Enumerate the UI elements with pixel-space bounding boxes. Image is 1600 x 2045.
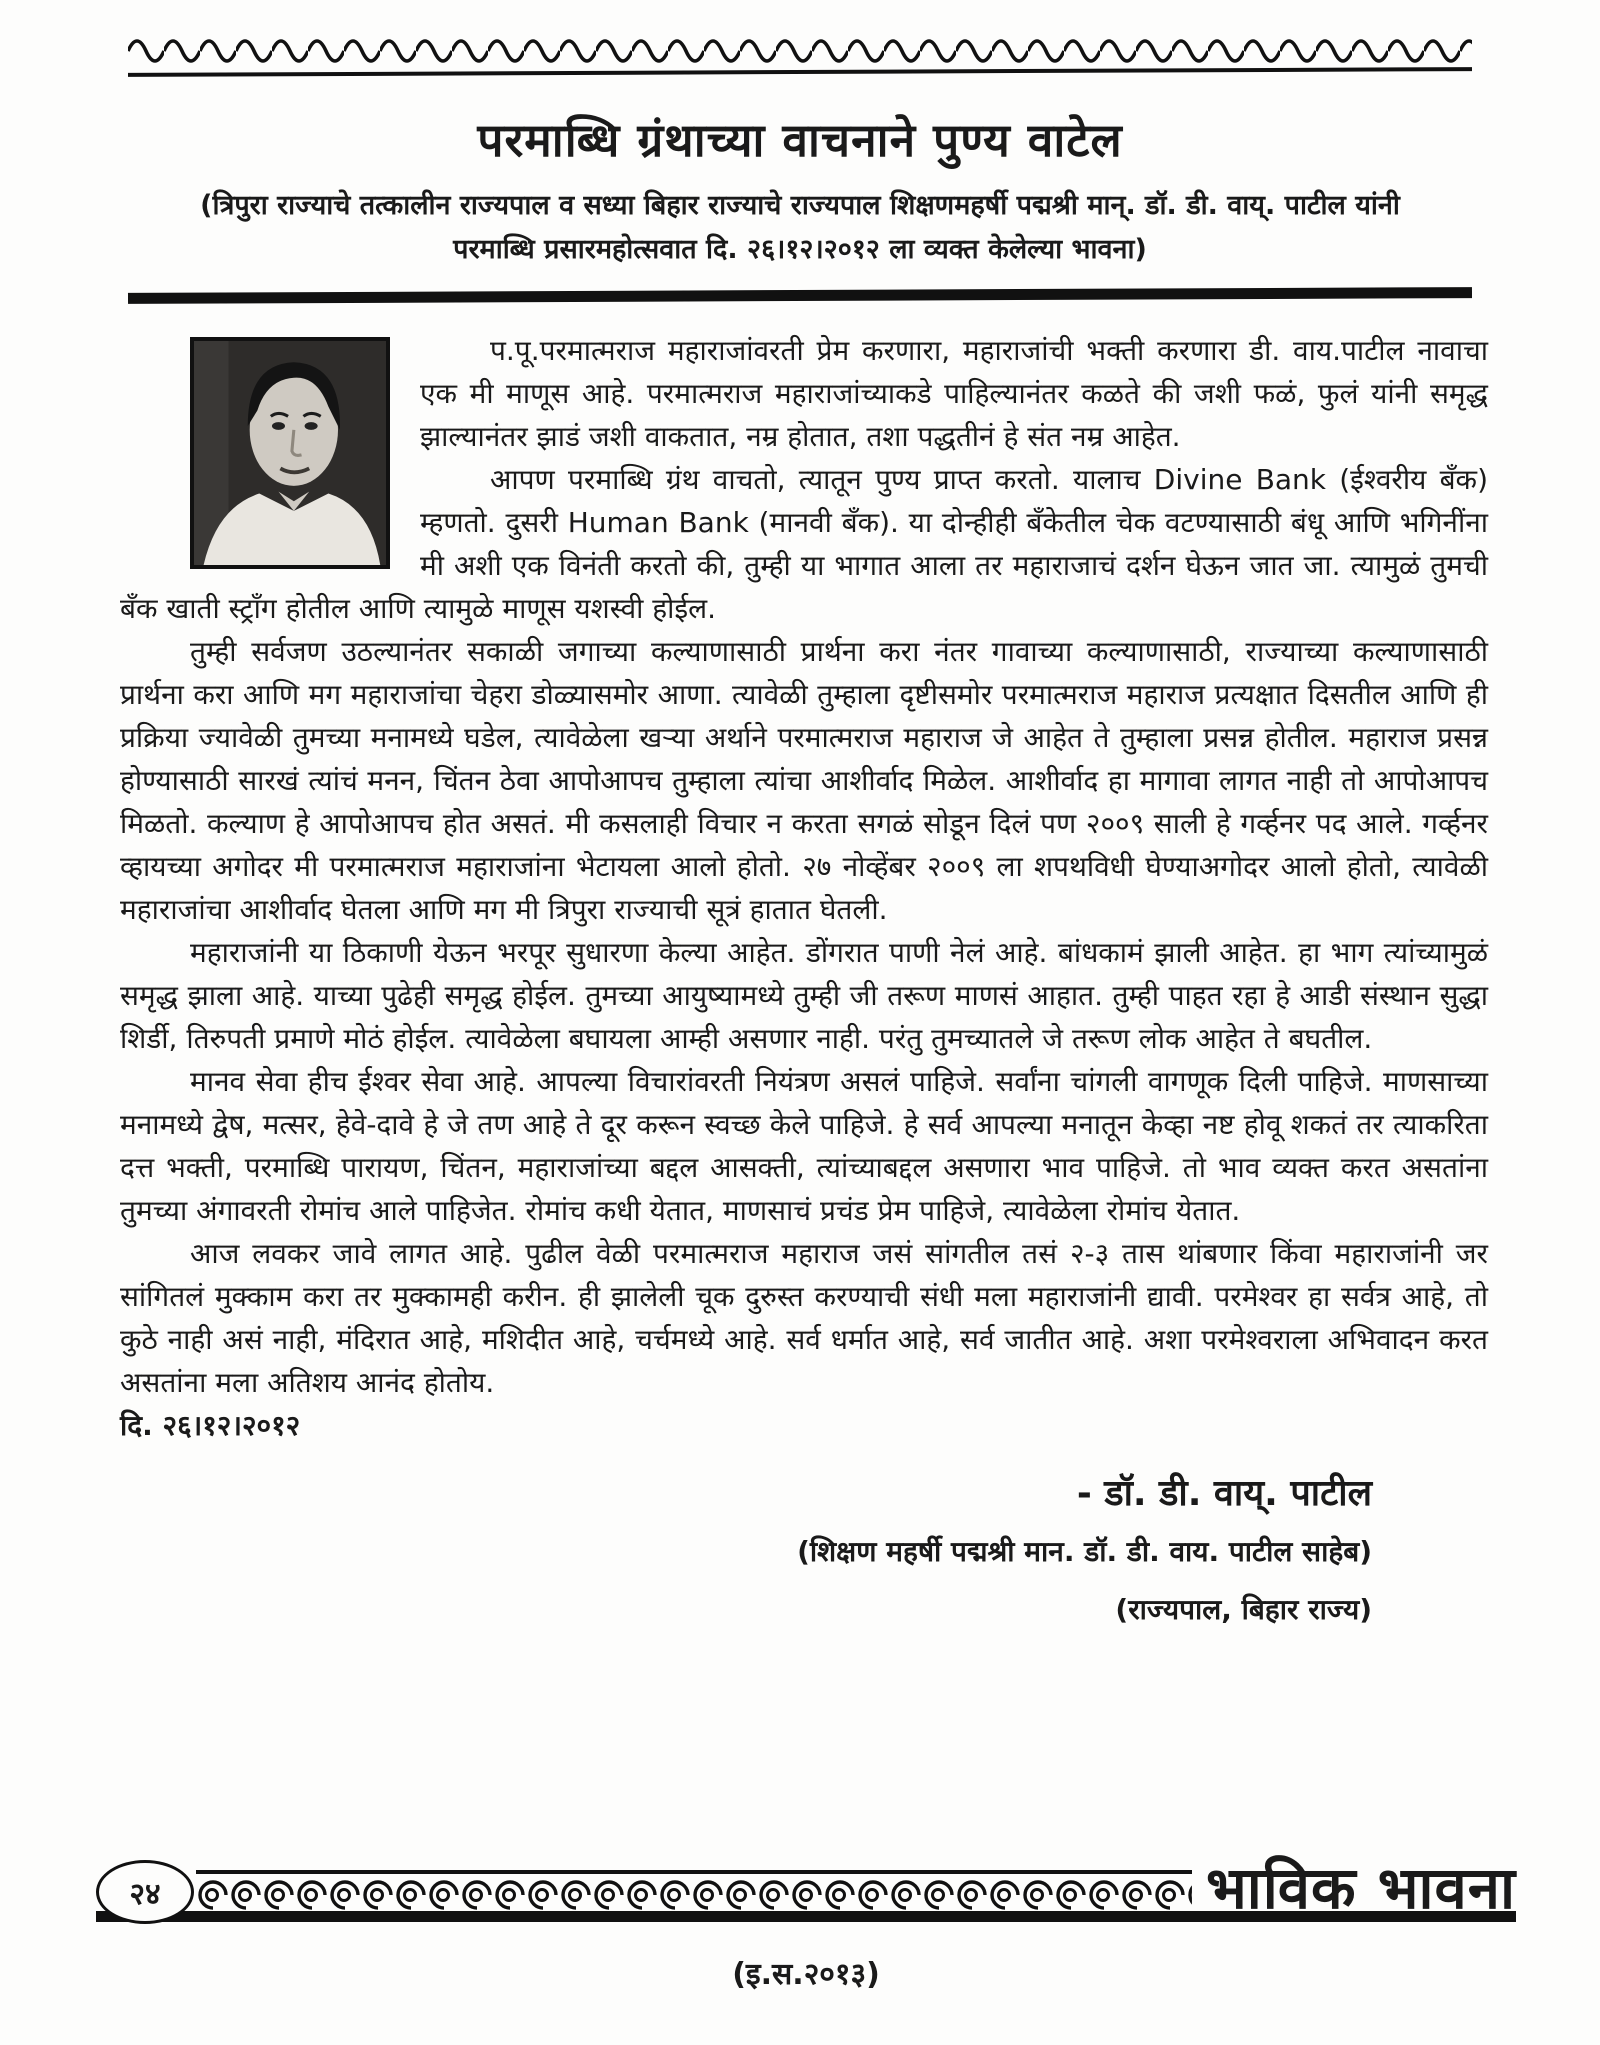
page-header <box>0 0 1600 301</box>
wavy-line-icon <box>128 38 1472 64</box>
scroll-pattern-icon <box>196 1874 1192 1916</box>
date-line: दि. २६।१२।२०१२ <box>120 1409 301 1442</box>
paragraph-5: मानव सेवा हीच ईश्वर सेवा आहे. आपल्या विचारांवरती नियंत्रण असलं पाहिजे. सर्वांना चांगली वागणूक दिली पाहिजे. माणसाच्या मनामध्ये द्वेष, मत्सर, हेवे-दावे हे जे तण आहे ते दूर करून स्वच्छ केले पाहिजे. हे सर्व आपल्या मनातून केव्हा नष्ट होवू शकतं तर त्याकरिता दत्त भक्ती, परमाब्धि पारायण, चिंतन, महाराजांच्या बद्दल आसक्ती, त्यांच्याबद्दल असणारा भाव पाहिजे. तो भाव व्यक्त करत असतांना तुमच्या अंगावरती रोमांच आले पाहिजेत. रोमांच कधी येतात, माणसाचं प्रचंड प्रेम पाहिजे, त्यावेळेला रोमांच येतात. <box>120 1065 1488 1227</box>
signature-title-1: (शिक्षण महर्षी पद्मश्री मान. डॉ. डी. वाय. पाटील साहेब) <box>797 1535 1372 1568</box>
portrait-photo-graphic <box>194 341 386 565</box>
article-title: परमाब्धि ग्रंथाच्या वाचनाने पुण्य वाटेल <box>477 113 1123 167</box>
paragraph-4: महाराजांनी या ठिकाणी येऊन भरपूर सुधारणा केल्या आहेत. डोंगरात पाणी नेलं आहे. बांधकामं झाली आहेत. हा भाग त्यांच्यामुळं समृद्ध झाला आहे. याच्या पुढेही समृद्ध होईल. तुमच्या आयुष्यामध्ये तुम्ही जी तरूण माणसं आहात. तुम्ही पाहत रहा हे आडी संस्थान सुद्धा शिर्डी, तिरुपती प्रमाणे मोठं होईल. त्यावेळेला बघायला आम्ही असणार नाही. परंतु तुमच्यातले जे तरूण लोक आहेत ते बघतील. <box>120 936 1488 1055</box>
paragraph-3: तुम्ही सर्वजण उठल्यानंतर सकाळी जगाच्या कल्याणासाठी प्रार्थना करा नंतर गावाच्या कल्याणासाठी, राज्याच्या कल्याणासाठी प्रार्थना करा आणि मग महाराजांचा चेहरा डोळ्यासमोर आणा. त्यावेळी तुम्हाला दृष्टीसमोर परमात्मराज महाराज प्रत्यक्षात दिसतील आणि ही प्रक्रिया ज्यावेळी तुमच्या मनामध्ये घडेल, त्यावेळेला खऱ्या अर्थाने परमात्मराज महाराज जे आहेत ते तुम्हाला प्रसन्न होतील. महाराज प्रसन्न होण्यासाठी सारखं त्यांचं मनन, चिंतन ठेवा आपोआपच तुम्हाला त्यांचा आशीर्वाद मिळेल. आशीर्वाद हा मागावा लागत नाही तो आपोआपच मिळतो. कल्याण हे आपोआपच होत असतं. मी कसलाही विचार न करता सगळं सोडून दिलं पण २००९ साली हे गर्व्हनर पद आले. गर्व्हनर व्हायच्या अगोदर मी परमात्मराज महाराजांना भेटायला आलो होतो. २७ नोव्हेंबर २००९ ला शपथविधी घेण्याअगोदर आलो होतो, त्यावेळी महाराजांचा आशीर्वाद घेतला आणि मग मी त्रिपुरा राज्याची सूत्रं हातात घेतली. <box>120 635 1488 926</box>
paragraph-1: प.पू.परमात्मराज महाराजांवरती प्रेम करणारा, महाराजांची भक्ती करणारा डी. वाय.पाटील नावाचा एक मी माणूस आहे. परमात्मराज महाराजांच्याकडे पाहिल्यानंतर कळते की जशी फळं, फुलं यांनी समृद्ध झाल्यानंतर झाडं जशी वाकतात, नम्र होतात, तशा पद्धतीनं हे संत नम्र आहेत. <box>420 334 1488 453</box>
article-subtitle-line1: (त्रिपुरा राज्याचे तत्कालीन राज्यपाल व सध्या बिहार राज्याचे राज्यपाल शिक्षणमहर्षी पद्मश्री मान्. डॉ. डी. वाय्. पाटील यांनी <box>200 190 1400 221</box>
signature-block <box>120 1465 1488 1639</box>
magazine-title: भाविक भावना <box>1205 1854 1516 1922</box>
article-body <box>0 329 1600 1639</box>
footer-band <box>96 1850 1516 1926</box>
paragraph-2: आपण परमाब्धि ग्रंथ वाचतो, त्यातून पुण्य प्राप्त करतो. यालाच Divine Bank (ईश्वरीय बँक) म्हणतो. दुसरी Human Bank (मानवी बँक). या दोन्हीही बँकेतील चेक वटण्यासाठी बंधू आणि भगिनींना मी अशी एक विनंती करतो की, तुम्ही या भागात आला तर महाराजाचं दर्शन घेऊन जात जा. त्यामुळं तुमची बँक खाती स्ट्राँग होतील आणि त्यामुळे माणूस यशस्वी होईल. <box>120 463 1488 625</box>
portrait-photo <box>190 337 390 569</box>
article-subtitle-line2: परमाब्धि प्रसारमहोत्सवात दि. २६।१२।२०१२ ला व्यक्त केलेल्या भावना) <box>453 234 1147 265</box>
publication-year: (इ.स.२०१३) <box>732 1957 880 1992</box>
page-footer <box>96 1850 1516 1993</box>
paragraph-6: आज लवकर जावे लागत आहे. पुढील वेळी परमात्मराज महाराज जसं सांगतील तसं २-३ तास थांबणार किंवा महाराजांनी जर सांगितलं मुक्काम करा तर मुक्कामही करीन. ही झालेली चूक दुरुस्त करण्याची संधी मला महाराजांनी द्यावी. परमेश्वर हा सर्वत्र आहे, तो कुठे नाही असं नाही, मंदिरात आहे, मशिदीत आहे, चर्चमध्ये आहे. सर्व धर्मात आहे, सर्व जातीत आहे. अशा परमेश्वराला अभिवादन करत असतांना मला अतिशय आनंद होतोय. <box>120 1237 1488 1399</box>
header-thin-rule <box>128 67 1472 77</box>
header-thick-rule <box>128 287 1472 304</box>
wavy-border-ornament <box>0 38 1600 68</box>
page-number-badge: २४ <box>96 1860 194 1924</box>
signature-title-2: (राज्यपाल, बिहार राज्य) <box>1115 1593 1372 1626</box>
scroll-ornament <box>196 1870 1192 1916</box>
signature-name: - डॉ. डी. वाय्. पाटील <box>1076 1473 1372 1514</box>
